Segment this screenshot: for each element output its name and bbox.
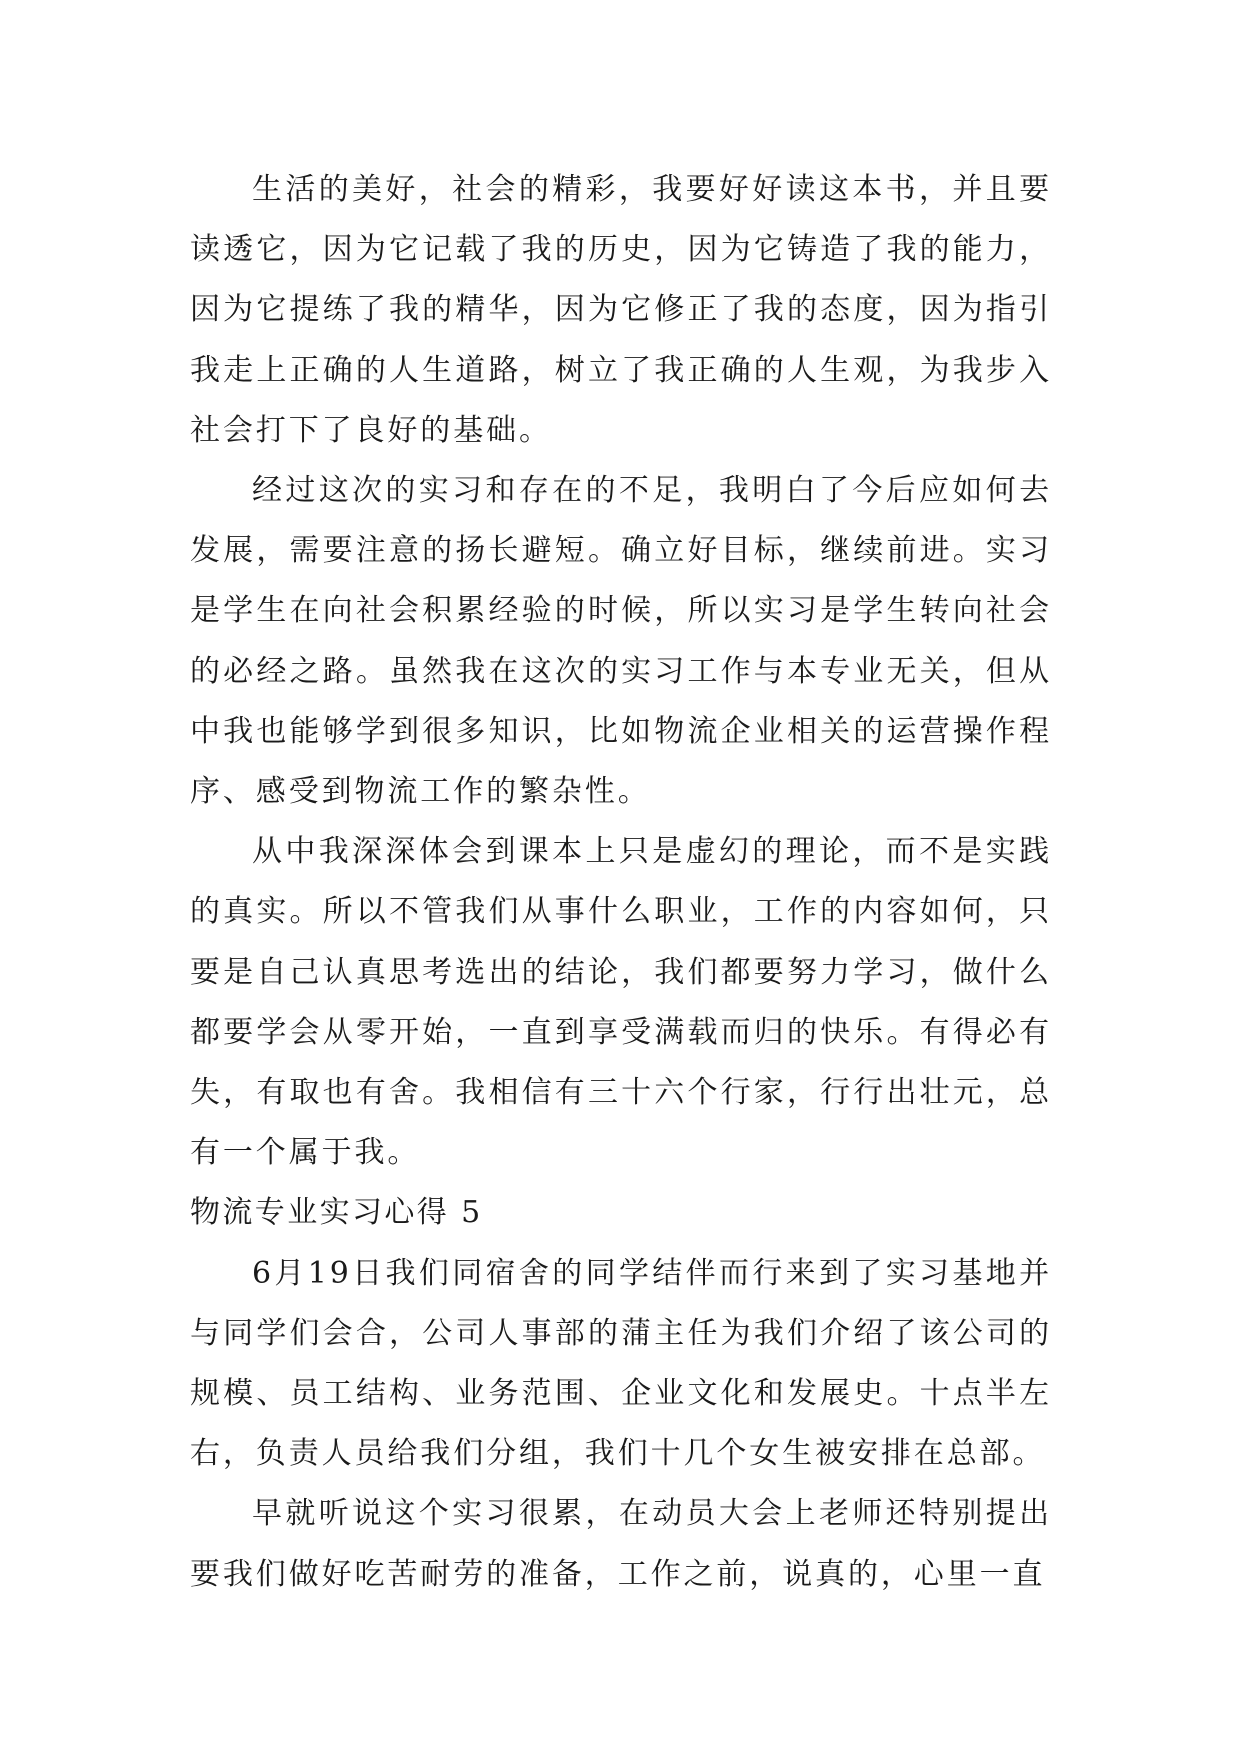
paragraph-arrival-at-base: 6月19日我们同宿舍的同学结伴而行来到了实习基地并与同学们会合，公司人事部的蒲主任为我们介绍了该公司的规模、员工结构、业务范围、企业文化和发展史。十点半左右，负责人员给我们分组，我们十几个女生被安排在总部。 bbox=[190, 1255, 1052, 1472]
paragraph-hard-work-warning: 早就听说这个实习很累，在动员大会上老师还特别提出要我们做好吃苦耐劳的准备，工作之前，说真的，心里一直 bbox=[190, 1496, 1052, 1592]
paragraph-theory-vs-practice: 从中我深深体会到课本上只是虚幻的理论，而不是实践的真实。所以不管我们从事什么职业，工作的内容如何，只要是自己认真思考选出的结论，我们都要努力学习，做什么都要学会从零开始，一直到享受满载而归的快乐。有得必有失，有取也有舍。我相信有三十六个行家，行行出壮元，总有一个属于我。 bbox=[190, 834, 1052, 1171]
document-body bbox=[190, 160, 1052, 1605]
paragraph-life-book: 生活的美好，社会的精彩，我要好好读这本书，并且要读透它，因为它记载了我的历史，因为它铸造了我的能力，因为它提练了我的精华，因为它修正了我的态度，因为指引我走上正确的人生道路，树立了我正确的人生观，为我步入社会打下了良好的基础。 bbox=[190, 172, 1052, 448]
section-heading: 物流专业实习心得 5 bbox=[190, 1195, 483, 1231]
paragraph-internship-shortcomings: 经过这次的实习和存在的不足，我明白了今后应如何去发展，需要注意的扬长避短。确立好目标，继续前进。实习是学生在向社会积累经验的时候，所以实习是学生转向社会的必经之路。虽然我在这次的实习工作与本专业无关，但从中我也能够学到很多知识，比如物流企业相关的运营操作程序、感受到物流工作的繁杂性。 bbox=[190, 473, 1052, 810]
